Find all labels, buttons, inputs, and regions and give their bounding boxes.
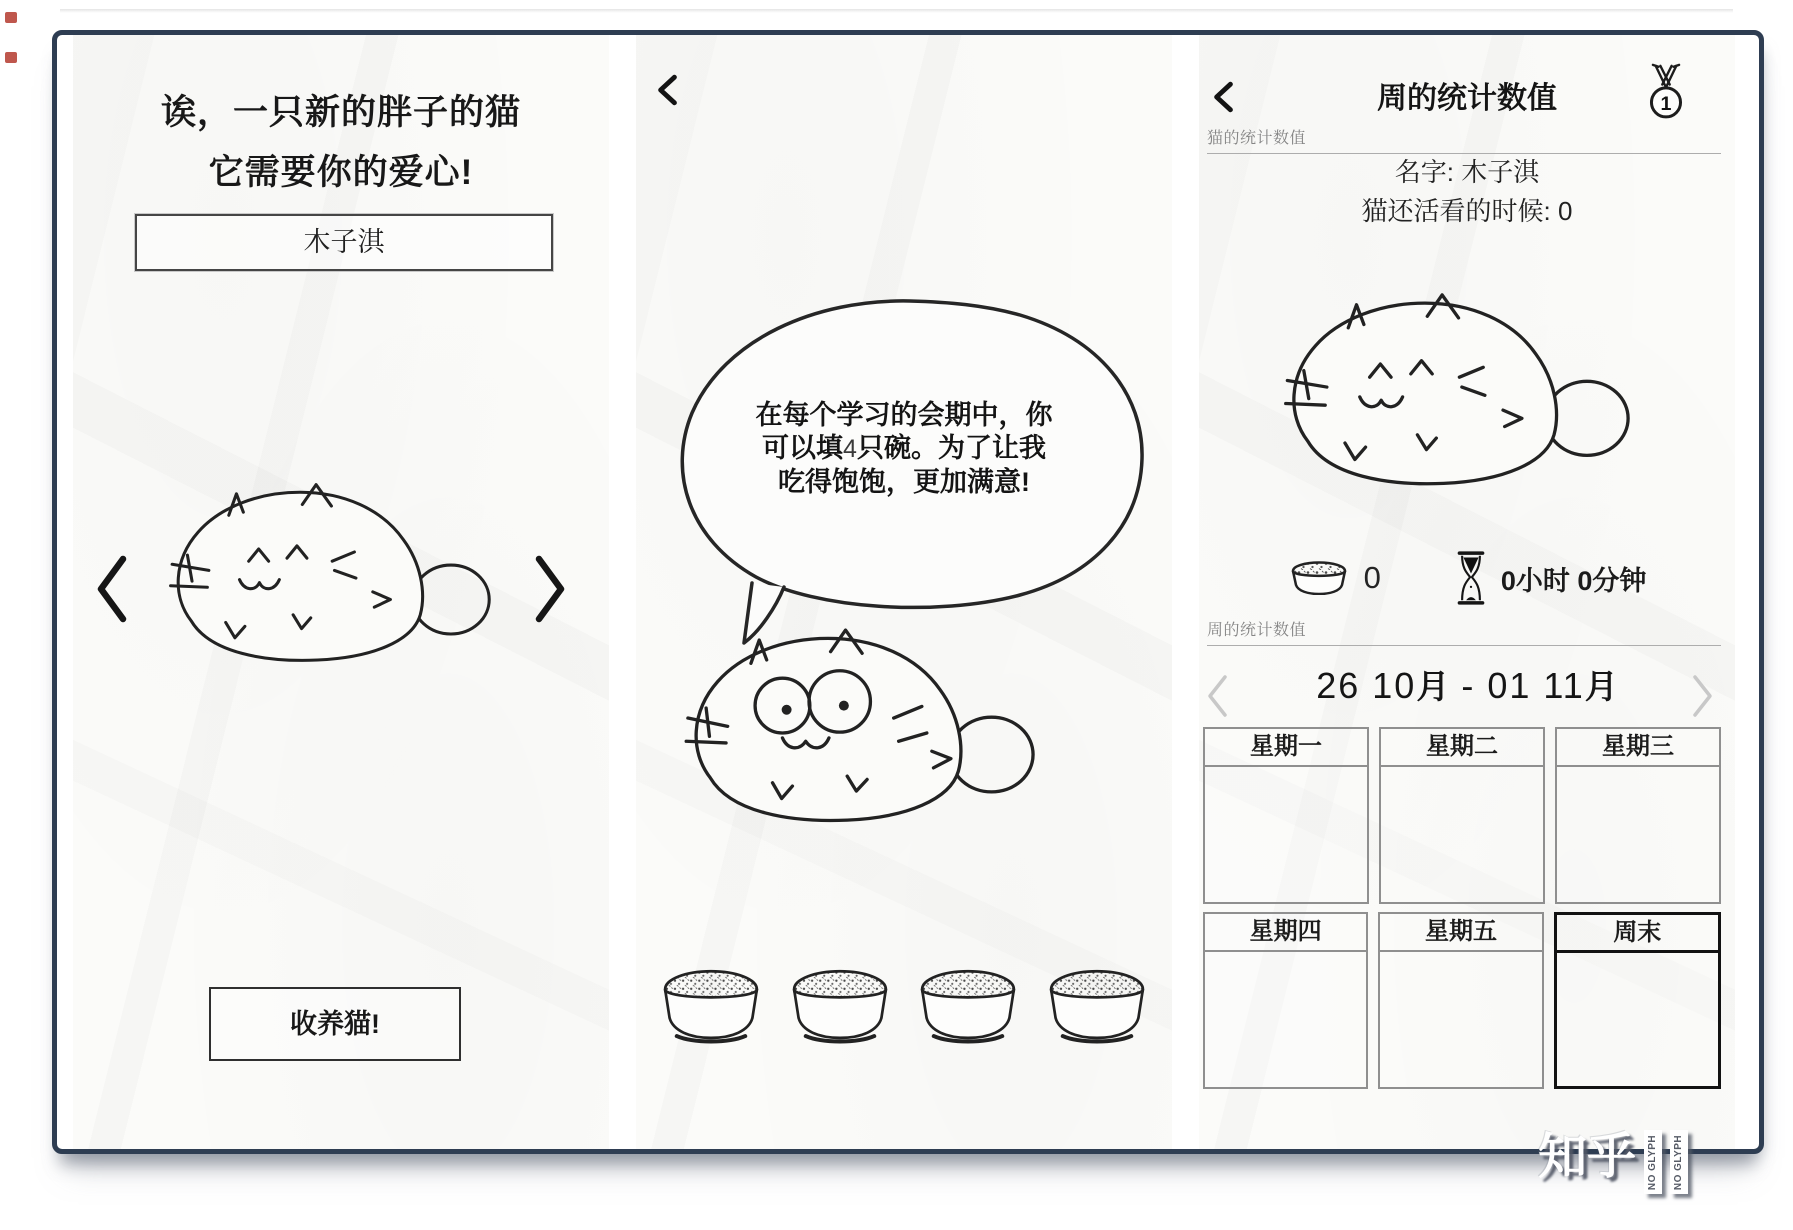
food-bowl-icon	[1043, 959, 1151, 1051]
bubble-line3: 吃得饱饱，更加满意!	[778, 467, 1030, 497]
screen-session-intro	[636, 35, 1172, 1149]
previous-week-button[interactable]	[1203, 673, 1231, 719]
no-glyph-text: NO GLYPH	[1647, 1134, 1659, 1190]
winking-cat-illustration	[1237, 285, 1662, 499]
food-bowl-icon	[914, 959, 1022, 1051]
week-end-month: 月	[1584, 668, 1618, 705]
food-bowl-icon	[657, 959, 765, 1051]
study-time-value: 0小时 0分钟	[1500, 565, 1647, 596]
day-box-thursday	[1203, 912, 1368, 1089]
day-label: 星期四	[1205, 914, 1366, 952]
day-box-weekend-current	[1554, 912, 1721, 1089]
medal-icon	[1645, 63, 1687, 123]
day-label: 周末	[1557, 915, 1718, 953]
medal-rank: 1	[1660, 92, 1672, 115]
week-stats-section-label: 周的统计数值	[1207, 617, 1721, 646]
bubble-line1: 在每个学习的会期中，你	[755, 400, 1053, 430]
no-glyph-strip	[1670, 1130, 1688, 1194]
chevron-right-icon	[1689, 673, 1717, 719]
chevron-left-icon	[655, 74, 679, 106]
carousel-prev-button[interactable]	[95, 554, 129, 624]
zhihu-logo: 知乎	[1538, 1130, 1637, 1184]
day-label: 星期五	[1380, 914, 1541, 952]
bubble-bowl-count: 4	[843, 435, 857, 463]
screen-adopt-cat	[73, 35, 609, 1149]
hourglass-icon	[1455, 550, 1487, 606]
bubble-line2	[676, 432, 1132, 466]
day-box-monday	[1203, 727, 1369, 904]
cat-info	[1199, 153, 1735, 231]
screen-weekly-stats	[1199, 35, 1735, 1149]
achievements-button[interactable]	[1645, 63, 1687, 123]
bubble-line2-pre: 可以填	[762, 433, 844, 463]
day-label: 星期二	[1381, 729, 1543, 767]
app-frame	[52, 30, 1764, 1154]
speech-bubble-text	[676, 399, 1132, 499]
week-end: 01 11	[1487, 665, 1585, 706]
week-grid-row2	[1203, 912, 1721, 1089]
cat-alive-line: 猫还活看的时候: 0	[1361, 196, 1573, 226]
adopt-title-line1: 诶，一只新的胖子的猫	[160, 93, 521, 132]
week-start-month: 月	[1416, 668, 1450, 705]
carousel-next-button[interactable]	[533, 554, 567, 624]
edge-artifact	[5, 52, 17, 63]
chevron-left-icon	[95, 554, 129, 624]
day-label: 星期三	[1557, 729, 1719, 767]
week-grid-row1	[1203, 727, 1721, 904]
daily-stats-row	[1199, 543, 1735, 613]
week-start: 26 10	[1316, 665, 1417, 706]
day-box-wednesday	[1555, 727, 1721, 904]
top-shadow-line	[60, 9, 1733, 13]
page-title: 周的统计数值	[1377, 82, 1557, 115]
bowls-filled-value: 0	[1363, 560, 1381, 595]
day-label: 星期一	[1205, 729, 1367, 767]
no-glyph-strip	[1644, 1130, 1662, 1194]
adopt-title	[73, 83, 609, 203]
winking-cat-illustration	[143, 475, 503, 675]
cat-name-line: 名字: 木子淇	[1394, 157, 1540, 187]
edge-artifact	[5, 12, 17, 23]
chevron-right-icon	[533, 554, 567, 624]
bowls-stat	[1288, 560, 1381, 596]
back-button[interactable]	[655, 74, 679, 106]
next-week-button[interactable]	[1689, 673, 1717, 719]
week-separator	[1449, 665, 1461, 706]
cat-stats-section-label: 猫的统计数值	[1207, 125, 1721, 154]
food-bowls-row	[636, 959, 1172, 1055]
week-range-label	[1229, 657, 1705, 723]
zhihu-watermark	[1538, 1124, 1688, 1194]
wide-eyed-cat-illustration	[658, 620, 1048, 836]
bubble-line2-post: 只碗。为了让我	[856, 433, 1046, 463]
week-gap	[1475, 665, 1487, 706]
cat-name-input[interactable]: 木子淇	[135, 214, 553, 271]
day-box-tuesday	[1379, 727, 1545, 904]
time-stat	[1455, 550, 1647, 606]
no-glyph-text: NO GLYPH	[1673, 1134, 1685, 1190]
adopt-cat-button[interactable]: 收养猫!	[209, 987, 461, 1061]
day-box-friday	[1378, 912, 1543, 1089]
chevron-left-icon	[1203, 673, 1231, 719]
food-bowl-icon	[1288, 561, 1350, 595]
week-dash: -	[1461, 665, 1476, 706]
adopt-title-line2: 它需要你的爱心!	[208, 153, 474, 192]
food-bowl-icon	[786, 959, 894, 1051]
